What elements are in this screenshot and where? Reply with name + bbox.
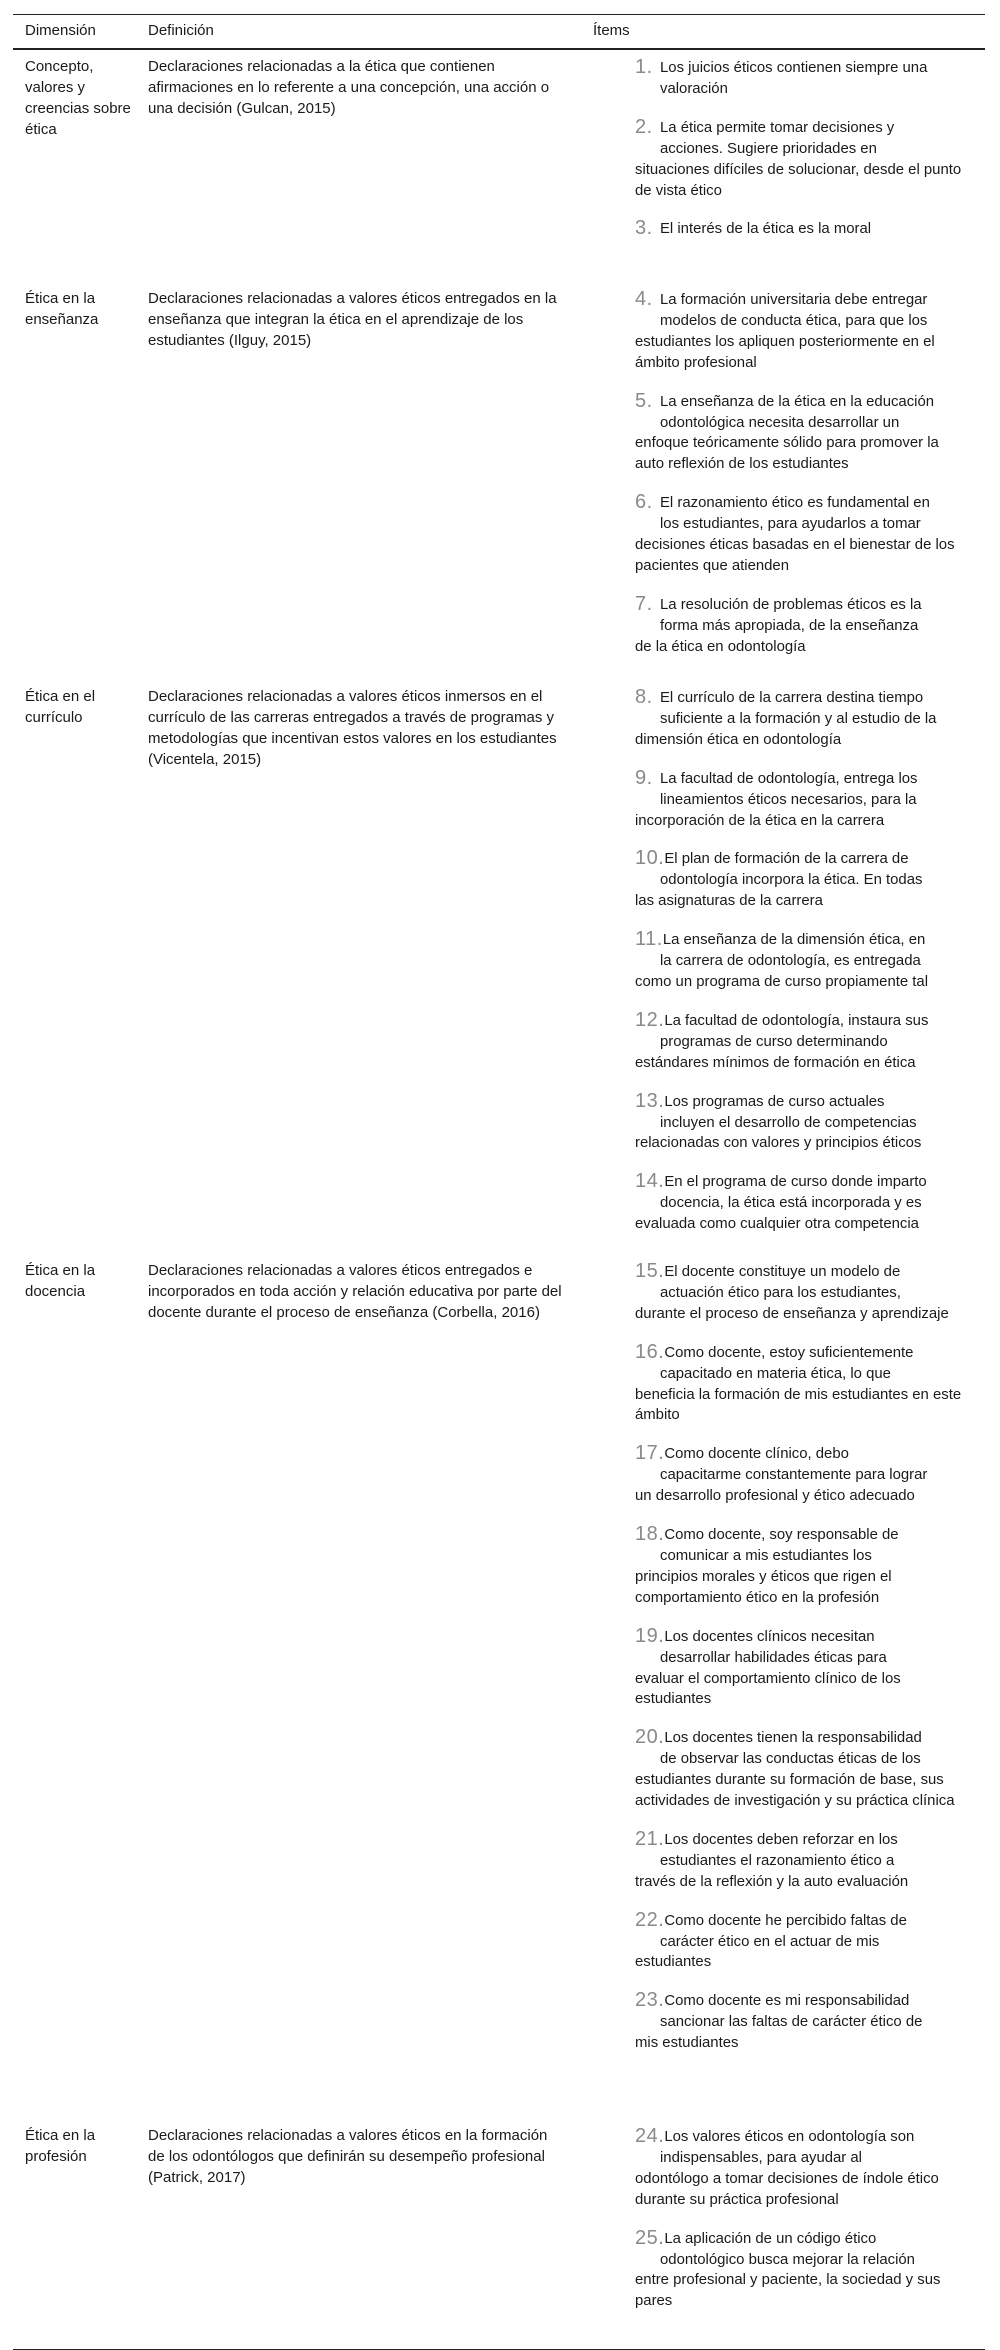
definition-cell: Declaraciones relacionadas a valores éticos entregados e incorporados en toda acción y relación educativa por parte del docente durante el proceso de enseñanza (Corbella, 2016) (148, 1262, 562, 1321)
item-number: 16. (635, 1340, 665, 1363)
item-text-rest: odontólogo a tomar decisiones de índole ético durante su práctica profesional (635, 2170, 939, 2208)
items-cell (635, 2126, 968, 2329)
definition-cell: Declaraciones relacionadas a valores éticos entregados en la enseñanza que integran la ética en el aprendizaje de los estudiantes (Ilguy, 2015) (148, 290, 557, 349)
item-text-line2: carácter ético en el actuar de mis (660, 1933, 880, 1950)
item-text-line2: comunicar a mis estudiantes los (660, 1547, 872, 1564)
item-text-line2: sancionar las faltas de carácter ético de (660, 2014, 923, 2031)
list-item (635, 117, 968, 202)
items-cell (635, 1261, 968, 2071)
item-number: 25. (635, 2226, 665, 2249)
item-text-line1: Como docente he percibido faltas de (664, 1912, 907, 1929)
item-text-line1: El docente constituye un modelo de (664, 1264, 901, 1280)
item-number: 1. (635, 56, 653, 78)
item-text-line1: El plan de formación de la carrera de (664, 851, 909, 868)
table-row (13, 50, 985, 282)
item-text-line2: programas de curso determinando (660, 1033, 888, 1050)
list-item (635, 929, 968, 993)
item-text-line2: desarrollar habilidades éticas para (660, 1649, 887, 1666)
item-text-line2: forma más apropiada, de la enseñanza (660, 617, 919, 634)
item-number: 23. (635, 1989, 665, 2012)
item-text-line1: Los docentes clínicos necesitan (664, 1628, 875, 1645)
item-text-line2: de observar las conductas éticas de los (660, 1751, 921, 1768)
item-number: 18. (635, 1523, 665, 1546)
item-text-line2: acciones. Sugiere prioridades en (660, 140, 877, 157)
list-item (635, 1626, 968, 1711)
item-number: 17. (635, 1442, 665, 1465)
list-item (635, 391, 968, 476)
item-text-line2: odontología incorpora la ética. En todas (660, 872, 923, 889)
items-cell (635, 57, 968, 257)
item-text-line2: suficiente a la formación y al estudio de la (660, 710, 937, 727)
item-text-rest: entre profesional y paciente, la sociedad y sus pares (635, 2272, 941, 2310)
table-row (13, 680, 985, 1254)
item-text-line2: incluyen el desarrollo de competencias (660, 1114, 917, 1131)
item-text-rest: través de la reflexión y la auto evaluación (635, 1873, 909, 1890)
definition-cell: Declaraciones relacionadas a valores éticos en la formación de los odontólogos que definirán su desempeño profesional (Patrick, 2017) (148, 2127, 548, 2186)
item-text-line2: capacitarme constantemente para lograr (660, 1467, 928, 1484)
dimension-cell: Ética en la docencia (25, 1262, 96, 1300)
item-text-line2: estudiantes el razonamiento ético a (660, 1852, 895, 1869)
definition-cell: Declaraciones relacionadas a la ética que contienen afirmaciones en lo referente a una concepción, una acción o una decisión (Gulcan, 2015) (148, 58, 550, 117)
item-text-line1: La facultad de odontología, entrega los (660, 770, 918, 787)
item-text-rest: estudiantes (635, 1954, 712, 1971)
item-text-rest: mis estudiantes (635, 2035, 739, 2052)
item-text-rest: evaluar el comportamiento clínico de los estudiantes (635, 1670, 901, 1708)
item-text-rest: decisiones éticas basadas en el bienestar de los pacientes que atienden (635, 537, 955, 574)
list-item (635, 768, 968, 832)
item-number: 5. (635, 389, 653, 412)
dimension-cell: Ética en la profesión (25, 2127, 96, 2165)
item-text-rest: de la ética en odontología (635, 638, 806, 655)
item-number: 12. (635, 1008, 665, 1031)
item-text-line1: Los docentes tienen la responsabilidad (664, 1730, 922, 1747)
item-number: 24. (635, 2125, 665, 2147)
item-text-line2: odontológico busca mejorar la relación (660, 2251, 915, 2268)
items-cell (635, 687, 968, 1252)
item-text-rest: como un programa de curso propiamente tal (635, 973, 929, 990)
item-text-rest: un desarrollo profesional y ético adecuado (635, 1488, 915, 1505)
list-item (635, 1524, 968, 1609)
item-number: 8. (635, 686, 653, 708)
item-text-line1: El currículo de la carrera destina tiempo (660, 690, 924, 706)
item-text-line2: la carrera de odontología, es entregada (660, 953, 921, 970)
item-text-line1: Los programas de curso actuales (664, 1093, 885, 1110)
list-item (635, 1727, 968, 1812)
item-text-line1: Los juicios éticos contienen siempre una (660, 60, 928, 76)
list-item (635, 57, 968, 100)
list-item (635, 1910, 968, 1974)
dimension-cell: Ética en el currículo (25, 688, 96, 726)
item-number: 15. (635, 1260, 665, 1282)
list-item (635, 1990, 968, 2054)
list-item (635, 594, 968, 658)
item-text-rest: las asignaturas de la carrera (635, 893, 823, 910)
item-text-rest: durante el proceso de enseñanza y aprendizaje (635, 1305, 949, 1322)
item-text-line1: La facultad de odontología, instaura sus (664, 1012, 929, 1029)
item-number: 4. (635, 288, 653, 310)
item-text-line2: lineamientos éticos necesarios, para la (660, 791, 917, 808)
list-item (635, 289, 968, 374)
list-item (635, 1829, 968, 1893)
item-text-rest: evaluada como cualquier otra competencia (635, 1216, 919, 1233)
item-text-line2: indispensables, para ayudar al (660, 2149, 862, 2166)
item-text-line2: los estudiantes, para ayudarlos a tomar (660, 516, 921, 533)
item-text-line1: La enseñanza de la ética en la educación (660, 393, 935, 410)
item-text-rest: incorporación de la ética en la carrera (635, 812, 885, 829)
item-text-line1: Como docente clínico, debo (664, 1446, 849, 1463)
item-number: 3. (635, 217, 653, 240)
list-item (635, 1171, 968, 1235)
header-items: Ítems (593, 22, 630, 39)
header-definition: Definición (148, 22, 214, 39)
item-number: 13. (635, 1089, 665, 1112)
item-number: 21. (635, 1827, 665, 1850)
list-item (635, 2228, 968, 2313)
item-number: 11. (635, 928, 663, 951)
ethics-table (13, 14, 985, 2350)
list-item (635, 687, 968, 751)
definition-cell: Declaraciones relacionadas a valores éticos inmersos en el currículo de las carreras entregados a través de programas y metodologías que incentivan estos valores en los estudiantes (Vicentela, 2015) (148, 688, 557, 768)
item-text-line2: capacitado en materia ética, lo que (660, 1365, 891, 1382)
item-number: 2. (635, 115, 653, 138)
item-text-line1: Los valores éticos en odontología son (664, 2129, 915, 2145)
item-text-line2: valoración (660, 80, 728, 97)
item-text-line1: Como docente es mi responsabilidad (664, 1993, 910, 2010)
list-item (635, 1010, 968, 1074)
item-number: 7. (635, 592, 653, 615)
item-text-line1: En el programa de curso donde imparto (664, 1174, 927, 1191)
list-item (635, 1091, 968, 1155)
list-item (635, 848, 968, 912)
item-text-line1: Los docentes deben reforzar en los (664, 1831, 898, 1848)
item-number: 20. (635, 1726, 665, 1749)
list-item (635, 492, 968, 577)
item-text-line1: El razonamiento ético es fundamental en (660, 495, 930, 512)
table-row (13, 2119, 985, 2349)
item-text-line1: La ética permite tomar decisiones y (660, 119, 895, 136)
item-text-line2: odontológica necesita desarrollar un (660, 414, 900, 431)
items-cell (635, 289, 968, 675)
item-number: 10. (635, 847, 665, 870)
item-text-rest: beneficia la formación de mis estudiantes en este ámbito (635, 1386, 962, 1424)
item-text-rest: estándares mínimos de formación en ética (635, 1054, 916, 1071)
item-text-line1: La formación universitaria debe entregar (660, 292, 928, 308)
header-dimension: Dimensión (25, 22, 96, 39)
item-number: 19. (635, 1624, 665, 1647)
item-text-rest: estudiantes los apliquen posteriormente en el ámbito profesional (635, 333, 935, 371)
item-text-line1: Como docente, estoy suficientemente (664, 1344, 914, 1361)
item-number: 22. (635, 1908, 665, 1931)
table-body (13, 50, 985, 2349)
table-row (13, 1254, 985, 2119)
item-text-line1: La resolución de problemas éticos es la (660, 596, 922, 613)
item-number: 14. (635, 1170, 665, 1193)
item-text-line1: La enseñanza de la dimensión ética, en (662, 932, 926, 949)
list-item (635, 1443, 968, 1507)
list-item (635, 218, 968, 240)
item-text-line2: actuación ético para los estudiantes, (660, 1284, 901, 1301)
item-text-rest: relacionadas con valores y principios éticos (635, 1135, 922, 1152)
table-header (13, 15, 985, 50)
item-text-rest: situaciones difíciles de solucionar, desde el punto de vista ético (635, 161, 962, 199)
table-row (13, 282, 985, 680)
item-text-rest: dimensión ética en odontología (635, 731, 842, 748)
item-number: 9. (635, 766, 653, 789)
list-item (635, 1342, 968, 1427)
item-text-rest: principios morales y éticos que rigen el comportamiento ético en la profesión (635, 1568, 892, 1606)
item-text-line1: El interés de la ética es la moral (660, 221, 872, 238)
item-text-line1: Como docente, soy responsable de (664, 1527, 899, 1544)
list-item (635, 2126, 968, 2211)
item-text-rest: estudiantes durante su formación de base, sus actividades de investigación y su práctica clínica (635, 1772, 955, 1810)
item-text-line2: modelos de conducta ética, para que los (660, 312, 928, 329)
dimension-cell: Ética en la enseñanza (25, 290, 99, 328)
dimension-cell: Concepto, valores y creencias sobre ética (25, 58, 131, 138)
item-text-line2: docencia, la ética está incorporada y es (660, 1195, 922, 1212)
list-item (635, 1261, 968, 1325)
item-text-rest: enfoque teóricamente sólido para promover la auto reflexión de los estudiantes (635, 435, 939, 473)
item-number: 6. (635, 491, 653, 514)
item-text-line1: La aplicación de un código ético (664, 2230, 877, 2247)
